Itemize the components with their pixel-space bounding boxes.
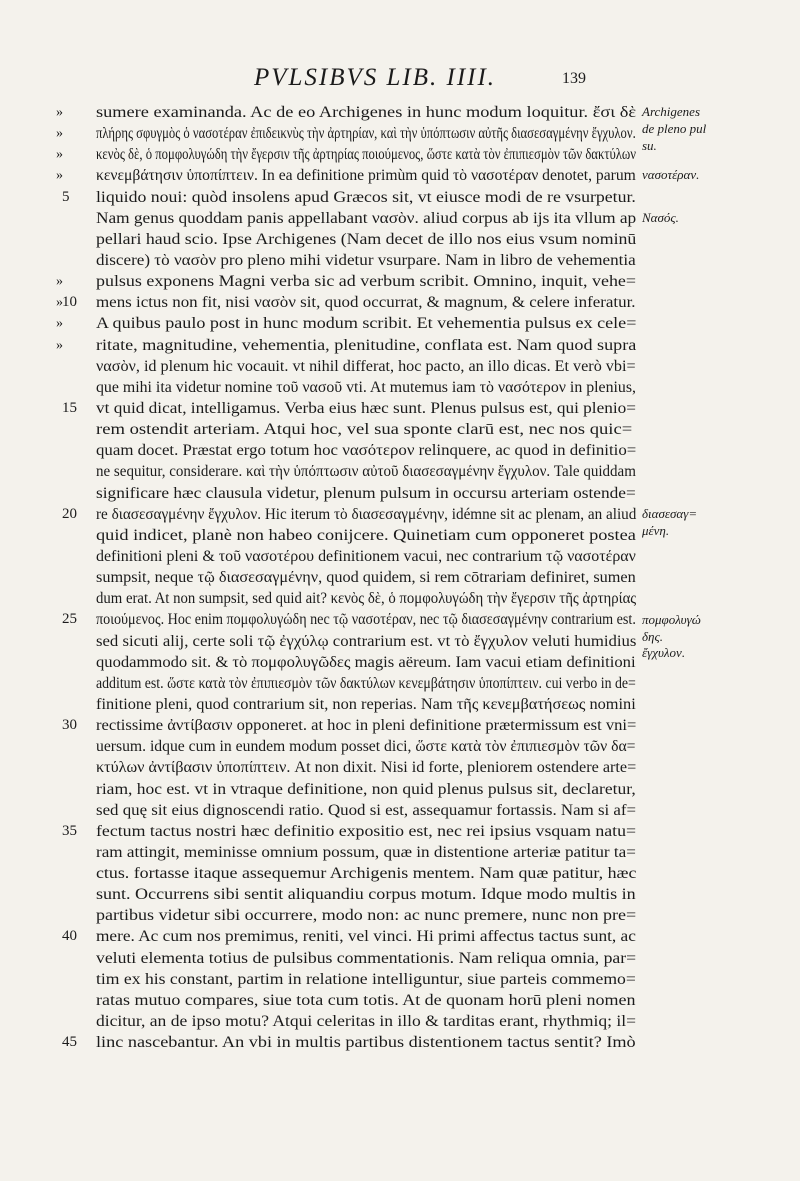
text-column: [56, 102, 640, 1053]
line-text: quid indicet, planè non habeo conijcere. Quinetiam cum opponeret postea: [96, 525, 636, 544]
line-text: sumpsit, neque τῷ διασεσαγμένην, quod quidem, si rem cōtrariam definiret, sumen: [96, 568, 636, 587]
line-text: A quibus paulo post in hunc modum scribit. Et vehementia pulsus ex cele=: [96, 314, 637, 333]
text-line: [96, 440, 640, 461]
margin-note: νασοτέραν.: [642, 167, 700, 183]
text-line: [56, 313, 640, 334]
text-line: [62, 1032, 640, 1053]
quote-mark: »: [56, 126, 61, 142]
quote-mark: »: [56, 105, 61, 120]
line-number: 40: [62, 928, 77, 945]
quote-mark: »: [56, 274, 61, 290]
text-line: [62, 821, 640, 842]
text-line: [96, 546, 640, 567]
margin-note: πομφολυγώ: [642, 611, 701, 627]
quote-mark: »: [56, 168, 61, 184]
text-line: [96, 990, 640, 1011]
margin-note: δης.: [642, 628, 664, 644]
line-text: definitioni pleni & τοῦ νασοτέρου definitionem vacui, nec contrarium τῷ νασοτέραν: [96, 546, 636, 565]
line-text: πλήρης σφυγμὸς ὁ νασοτέραν ἐπιδεικνὺς τὴν ἀρτηρίαν, καὶ τὴν ὑπόπτωσιν αὐτῆς διασεσαγμένην ἔγχυλον.: [96, 124, 636, 143]
text-line: [56, 102, 640, 123]
line-text: riam, hoc est. vt in vtraque definitione, non quid plenus pulsus sit, declaretur,: [96, 779, 636, 798]
text-line: [56, 335, 640, 356]
text-line: [62, 715, 640, 736]
line-text: κενὸς δὲ, ὁ πομφολυγώδη τὴν ἔγερσιν τῆς ἀρτηρίας ποιούμενος, ὥστε κατὰ τὸν ἐπιπιεσμὸν τῶν δακτύλων: [96, 145, 637, 164]
text-line: [96, 631, 640, 652]
text-line: [56, 123, 640, 144]
text-line: [96, 757, 640, 778]
text-line: [62, 187, 640, 208]
text-line: [96, 884, 640, 905]
quote-mark: »: [56, 295, 61, 311]
line-text: pellari haud scio. Ipse Archigenes (Nam decet de illo nos eius vsum nominū: [96, 229, 637, 248]
text-line: [96, 250, 640, 271]
text-line: [96, 969, 640, 990]
text-line: [62, 926, 640, 947]
margin-note: Νασός.: [642, 209, 679, 225]
line-text: partibus videtur sibi occurrere, modo non: ac nunc premere, nunc non pre=: [96, 906, 637, 925]
line-text: uersum. idque cum in eundem modum posset dici, ὥστε κατὰ τὸν ἐπιπιεσμὸν τῶν δα=: [96, 737, 636, 756]
text-line: [62, 398, 640, 419]
running-title: PVLSIBVS LIB. IIII.: [253, 64, 497, 91]
text-line: [56, 271, 640, 292]
text-line: [96, 356, 640, 377]
line-text: mere. Ac cum nos premimus, reniti, vel vinci. Hi primi affectus tactus sunt, ac: [96, 927, 636, 946]
text-line: [96, 800, 640, 821]
line-number: 25: [62, 611, 77, 628]
line-text: ritate, magnitudine, vehementia, plenitudine, conflata est. Nam quod supra: [96, 335, 637, 354]
line-text: sumere examinanda. Ac de eo Archigenes in hunc modum loquitur. ἔσι δὲ: [96, 103, 637, 121]
text-line: [96, 779, 640, 800]
margin-note: ἔγχυλον.: [642, 645, 686, 661]
line-text: additum est. ὥστε κατὰ τὸν ἐπιπιεσμὸν τῶν δακτύλων κενεμβάτησιν ὑποπίπτειν. cui verbo in de=: [96, 673, 636, 692]
line-text: linc nascebantur. An vbi in multis partibus distentionem tactus sentit? Imò: [96, 1033, 636, 1052]
margin-note: su.: [642, 137, 657, 153]
line-number: 35: [62, 822, 77, 839]
line-text: quam docet. Præstat ergo totum hoc νασότερον relinquere, ac quod in definitio=: [96, 441, 637, 460]
text-line: [96, 842, 640, 863]
text-line: [96, 567, 640, 588]
line-text: dum erat. At non sumpsit, sed quid ait? κενὸς δὲ, ὁ πομφολυγώδη τὴν ἔγερσιν τῆς ἀρτηρίας: [96, 589, 637, 608]
text-line: [62, 504, 640, 525]
line-text: significare hæc clausula videtur, plenum pulsum in occursu arteriam ostende=: [96, 483, 636, 502]
line-text: ratas mutuo compares, siue tota cum totis. At de quonam horū pleni nomen: [96, 990, 636, 1009]
text-line: [96, 652, 640, 673]
line-text: ctus. fortasse itaque assequemur Archigenis mentem. Nam quæ patitur, hæc: [96, 864, 637, 883]
line-text: mens ictus non fit, nisi νασὸν sit, quod occurrat, & magnum, & celere inferatur.: [96, 293, 636, 312]
line-text: veluti elementa totius de pulsibus commentationis. Nam reliqua omnia, par=: [96, 948, 637, 967]
text-line: [96, 736, 640, 757]
line-text: vt quid dicat, intelligamus. Verba eius hæc sunt. Plenus pulsus est, qui plenio=: [96, 398, 637, 417]
line-text: sunt. Occurrens sibi sentit aliquandiu corpus motum. Idque modo multis in: [96, 885, 636, 904]
line-text: tim ex his constant, partim in relatione intelliguntur, siue parteis commemo=: [96, 969, 636, 988]
text-line: [96, 377, 640, 398]
margin-note: μένη.: [642, 522, 670, 538]
line-number: 10: [62, 294, 77, 311]
line-number: 30: [62, 717, 77, 734]
line-text: Nam genus quoddam panis appellabant νασὸν. aliud corpus ab ijs ita vllum ap: [96, 208, 637, 227]
line-number: 5: [62, 188, 70, 205]
line-number: 20: [62, 505, 77, 522]
line-text: discere) τὸ νασὸν pro pleno mihi videtur vsurpare. Nam in libro de vehementia: [96, 250, 636, 269]
line-text: ram attingit, meminisse omnium possum, quæ in distentione arteriæ patitur ta=: [96, 842, 636, 861]
line-text: sed quę sit eius dignoscendi ratio. Quod si est, assequamur fortassis. Nam si af=: [96, 800, 637, 819]
line-text: κενεμβάτησιν ὑποπίπτειν. In ea definitione primùm quid τὸ νασοτέραν denotet, parum: [96, 166, 636, 185]
line-text: νασὸν, id plenum hic vocauit. vt nihil differat, hoc pacto, an illo dicas. Et verò vbi=: [96, 356, 636, 375]
text-line: [56, 292, 640, 313]
line-text: liquido noui: quòd insolens apud Græcos sit, vt eiusce modi de re vsurpetur.: [96, 187, 636, 206]
line-number: 15: [62, 399, 77, 416]
text-line: [96, 525, 640, 546]
text-line: [96, 948, 640, 969]
text-line: [96, 588, 640, 609]
text-line: [96, 863, 640, 884]
line-text: rem ostendit arteriam. Atqui hoc, vel sua sponte clarū est, nec nos quic=: [96, 420, 633, 439]
page-number: 139: [562, 70, 586, 87]
line-text: fectum tactus nostri hæc definitio expositio est, nec rei ipsius vsquam natu=: [96, 821, 637, 840]
text-line: [62, 609, 640, 630]
text-line: [96, 461, 640, 482]
line-text: sed sicuti alij, certe soli τῷ ἐγχύλῳ contrarium est. vt τὸ ἔγχυλον veluti humidius: [96, 631, 637, 650]
margin-note: Archigenes: [642, 104, 700, 119]
line-number: 45: [62, 1034, 77, 1051]
line-text: pulsus exponens Magni verba sic ad verbum scribit. Omnino, inquit, vehe=: [96, 272, 637, 291]
line-text: finitione pleni, quod contrarium sit, non reperias. Nam τῆς κενεμβατήσεως nomini: [96, 694, 636, 713]
line-text: κτύλων ἀντίβασιν ὑποπίπτειν. At non dixit. Nisi id forte, pleniorem ostendere arte=: [96, 758, 637, 777]
quote-mark: »: [56, 147, 61, 163]
text-line: [96, 229, 640, 250]
text-line: [56, 144, 640, 165]
line-text: quodammodo sit. & τὸ πομφολυγῶδες magis aëreum. Iam vacui etiam definitioni: [96, 652, 636, 671]
margin-note: de pleno pul: [642, 120, 707, 136]
text-line: [96, 483, 640, 504]
text-line: [56, 165, 640, 186]
text-line: [96, 208, 640, 229]
margin-note: διασεσαγ=: [642, 505, 698, 521]
line-text: ποιούμενος. Hoc enim πομφολυγώδη nec τῷ νασοτέραν, nec τῷ διασεσαγμένην contrarium est.: [96, 610, 636, 629]
text-line: [96, 905, 640, 926]
quote-mark: »: [56, 316, 61, 332]
line-text: que mihi ita videtur nomine τοῦ νασοῦ vti. At mutemus iam τὸ νασότερον in plenius,: [96, 377, 637, 396]
quote-mark: »: [56, 337, 61, 353]
text-line: [96, 673, 640, 694]
line-text: dicitur, an de ipso motu? Atqui celeritas in illo & tarditas erant, rhythmiq; il=: [96, 1012, 636, 1031]
text-line: [96, 1011, 640, 1032]
text-line: [96, 419, 640, 440]
line-text: rectissime ἀντίβασιν opponeret. at hoc in pleni definitione prætermissum est vni=: [96, 716, 637, 735]
line-text: ne sequitur, considerare. καὶ τὴν ὑπόπτωσιν αὐτοῦ διασεσαγμένην ἔγχυλον. Tale quiddam: [96, 462, 636, 481]
line-text: re διασεσαγμένην ἔγχυλον. Hic iterum τὸ διασεσαγμένην, idémne sit ac plenam, an aliud: [96, 504, 637, 523]
text-line: [96, 694, 640, 715]
